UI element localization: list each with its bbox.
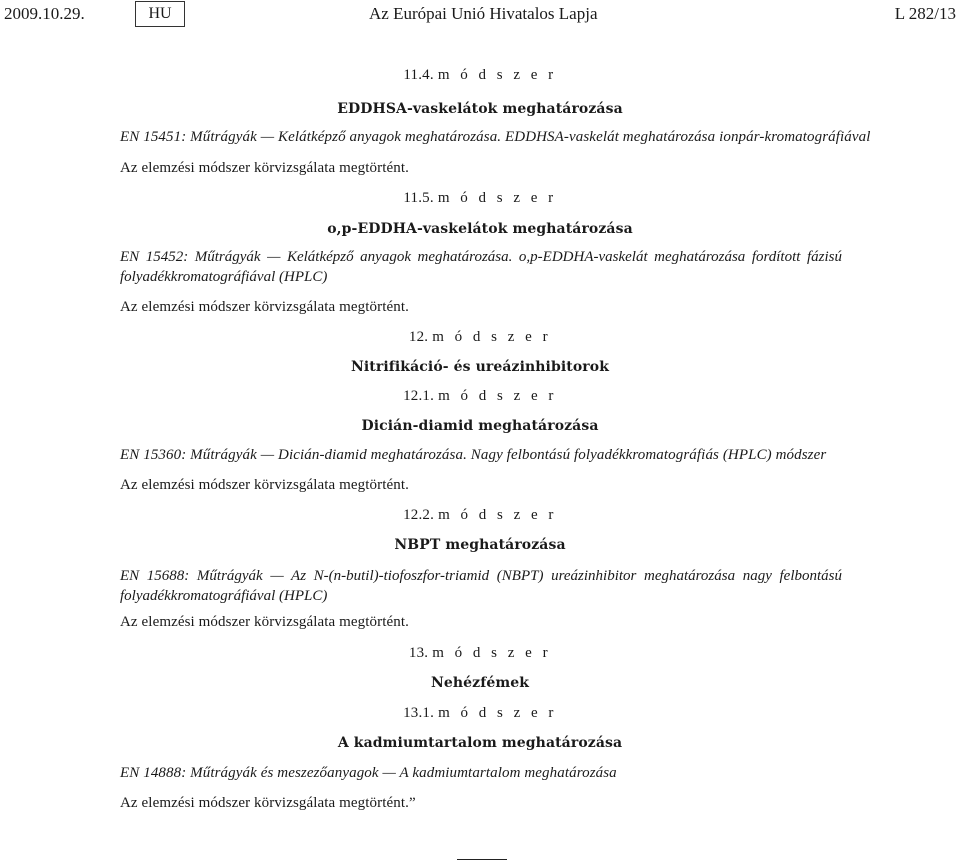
standard-reference: EN 15451: Műtrágyák — Kelátképző anyagok meghatározása. EDDHSA-vaskelát meghatározása ionpár-kromatográfiával: [120, 129, 871, 145]
section-title: o,p-EDDHA-vaskelátok meghatározása: [327, 221, 633, 237]
validation-note: Az elemzési módszer körvizsgálata megtörtént.”: [120, 795, 416, 811]
method-heading: 12.1. m ó d s z e r: [403, 388, 557, 404]
method-heading: 13. m ó d s z e r: [408, 645, 552, 661]
section-title: EDDHSA-vaskelátok meghatározása: [337, 101, 623, 117]
section-title: NBPT meghatározása: [394, 537, 566, 553]
method-heading: 11.4. m ó d s z e r: [403, 67, 557, 83]
journal-title: Az Európai Unió Hivatalos Lapja: [369, 4, 598, 23]
standard-reference: EN 15452: Műtrágyák — Kelátképző anyagok meghatározása. o,p-EDDHA-vaskelát meghatározása fordított fázisú folyadékkromatográfiával (HPLC): [120, 249, 842, 285]
validation-note: Az elemzési módszer körvizsgálata megtörtént.: [120, 299, 409, 315]
section-title: Nehézfémek: [430, 675, 530, 691]
method-heading: 12. m ó d s z e r: [408, 329, 552, 345]
standard-reference: EN 15688: Műtrágyák — Az N-(n-butil)-tiofoszfor-triamid (NBPT) ureázinhibitor meghatározása nagy felbontású folyadékkromatográfiával (HPLC): [120, 568, 842, 604]
page-reference: L 282/13: [894, 4, 956, 23]
section-title: A kadmiumtartalom meghatározása: [337, 735, 623, 751]
footer-rule: [457, 859, 507, 860]
section-title: Dicián-diamid meghatározása: [361, 418, 599, 434]
page-header: [0, 4, 960, 30]
validation-note: Az elemzési módszer körvizsgálata megtörtént.: [120, 614, 409, 630]
section-title: Nitrifikáció- és ureázinhibitorok: [350, 359, 610, 375]
validation-note: Az elemzési módszer körvizsgálata megtörtént.: [120, 160, 409, 176]
publication-date: 2009.10.29.: [4, 4, 85, 23]
language-badge: HU: [135, 1, 185, 27]
validation-note: Az elemzési módszer körvizsgálata megtörtént.: [120, 477, 409, 493]
method-heading: 13.1. m ó d s z e r: [403, 705, 557, 721]
method-heading: 12.2. m ó d s z e r: [403, 507, 557, 523]
standard-reference: EN 14888: Műtrágyák és meszezőanyagok — A kadmiumtartalom meghatározása: [120, 765, 617, 781]
standard-reference: EN 15360: Műtrágyák — Dicián-diamid meghatározása. Nagy felbontású folyadékkromatográfiás (HPLC) módszer: [120, 447, 827, 463]
method-heading: 11.5. m ó d s z e r: [403, 190, 557, 206]
